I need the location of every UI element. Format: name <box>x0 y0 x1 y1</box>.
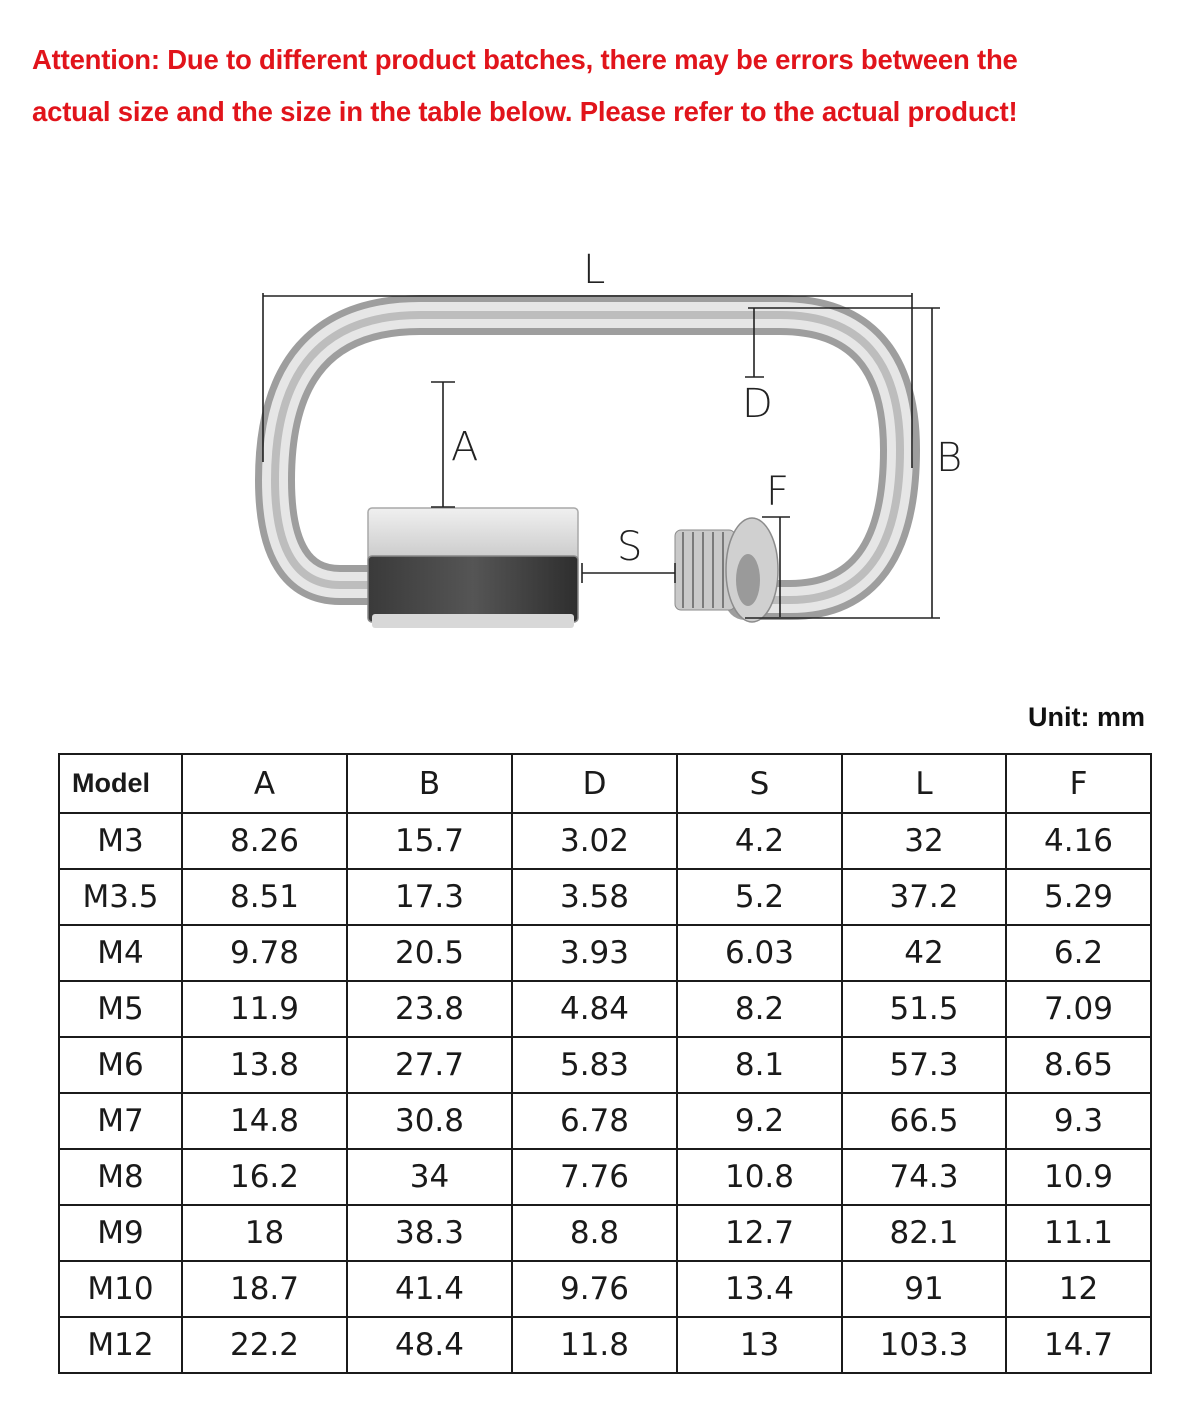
cell-model: M8 <box>59 1149 182 1205</box>
cell-b: 27.7 <box>347 1037 512 1093</box>
header-l: L <box>842 754 1006 813</box>
cell-b: 34 <box>347 1149 512 1205</box>
cell-a: 13.8 <box>182 1037 347 1093</box>
cell-l: 103.3 <box>842 1317 1006 1373</box>
table-row <box>59 1093 1151 1149</box>
cell-model: M9 <box>59 1205 182 1261</box>
cell-a: 8.51 <box>182 869 347 925</box>
cell-a: 18 <box>182 1205 347 1261</box>
batch-size-notice <box>32 34 1172 138</box>
header-model: Model <box>59 754 182 813</box>
carabiner-dimension-diagram <box>0 230 1200 650</box>
table-row <box>59 925 1151 981</box>
cell-model: M4 <box>59 925 182 981</box>
cell-d: 3.02 <box>512 813 677 869</box>
table-row <box>59 1149 1151 1205</box>
cell-l: 91 <box>842 1261 1006 1317</box>
header-f: F <box>1006 754 1151 813</box>
cell-s: 4.2 <box>677 813 842 869</box>
cell-model: M7 <box>59 1093 182 1149</box>
cell-d: 9.76 <box>512 1261 677 1317</box>
header-s: S <box>677 754 842 813</box>
cell-a: 14.8 <box>182 1093 347 1149</box>
cell-a: 18.7 <box>182 1261 347 1317</box>
cell-a: 9.78 <box>182 925 347 981</box>
cell-l: 74.3 <box>842 1149 1006 1205</box>
cell-b: 38.3 <box>347 1205 512 1261</box>
notice-line-2: actual size and the size in the table below. Please refer to the actual product! <box>32 96 1018 127</box>
cell-d: 11.8 <box>512 1317 677 1373</box>
header-d: D <box>512 754 677 813</box>
dim-label-A: A <box>451 424 479 470</box>
cell-a: 16.2 <box>182 1149 347 1205</box>
unit-label: Unit: mm <box>1028 702 1145 732</box>
cell-f: 6.2 <box>1006 925 1151 981</box>
table-row <box>59 1317 1151 1373</box>
cell-d: 4.84 <box>512 981 677 1037</box>
cell-b: 48.4 <box>347 1317 512 1373</box>
cell-s: 13.4 <box>677 1261 842 1317</box>
cell-a: 22.2 <box>182 1317 347 1373</box>
cell-l: 42 <box>842 925 1006 981</box>
cell-s: 8.1 <box>677 1037 842 1093</box>
cell-b: 17.3 <box>347 869 512 925</box>
cell-d: 5.83 <box>512 1037 677 1093</box>
cell-f: 9.3 <box>1006 1093 1151 1149</box>
cell-model: M3.5 <box>59 869 182 925</box>
cell-l: 51.5 <box>842 981 1006 1037</box>
cell-l: 82.1 <box>842 1205 1006 1261</box>
notice-line-1: Attention: Due to different product batches, there may be errors between the <box>32 44 1018 75</box>
cell-f: 11.1 <box>1006 1205 1151 1261</box>
threaded-end <box>675 518 778 622</box>
cell-b: 23.8 <box>347 981 512 1037</box>
cell-b: 15.7 <box>347 813 512 869</box>
cell-s: 10.8 <box>677 1149 842 1205</box>
cell-d: 6.78 <box>512 1093 677 1149</box>
cell-model: M6 <box>59 1037 182 1093</box>
dim-label-S: S <box>617 524 643 570</box>
cell-s: 6.03 <box>677 925 842 981</box>
table-row <box>59 813 1151 869</box>
cell-d: 7.76 <box>512 1149 677 1205</box>
cell-model: M3 <box>59 813 182 869</box>
cell-b: 30.8 <box>347 1093 512 1149</box>
cell-a: 11.9 <box>182 981 347 1037</box>
cell-s: 8.2 <box>677 981 842 1037</box>
cell-f: 4.16 <box>1006 813 1151 869</box>
table-row <box>59 1205 1151 1261</box>
header-a: A <box>182 754 347 813</box>
cell-f: 7.09 <box>1006 981 1151 1037</box>
cell-s: 12.7 <box>677 1205 842 1261</box>
dim-label-L: L <box>583 247 606 293</box>
cell-f: 12 <box>1006 1261 1151 1317</box>
cell-b: 41.4 <box>347 1261 512 1317</box>
cell-f: 8.65 <box>1006 1037 1151 1093</box>
cell-l: 32 <box>842 813 1006 869</box>
cell-model: M12 <box>59 1317 182 1373</box>
cell-f: 14.7 <box>1006 1317 1151 1373</box>
cell-s: 5.2 <box>677 869 842 925</box>
cell-s: 13 <box>677 1317 842 1373</box>
cell-d: 3.58 <box>512 869 677 925</box>
table-row <box>59 869 1151 925</box>
cell-d: 3.93 <box>512 925 677 981</box>
cell-a: 8.26 <box>182 813 347 869</box>
cell-model: M10 <box>59 1261 182 1317</box>
header-b: B <box>347 754 512 813</box>
locking-nut <box>368 508 578 628</box>
dim-label-D: D <box>742 381 773 427</box>
dim-label-B: B <box>936 435 963 481</box>
table-row <box>59 981 1151 1037</box>
cell-b: 20.5 <box>347 925 512 981</box>
cell-d: 8.8 <box>512 1205 677 1261</box>
cell-s: 9.2 <box>677 1093 842 1149</box>
table-header-row <box>59 754 1151 813</box>
cell-l: 57.3 <box>842 1037 1006 1093</box>
cell-f: 10.9 <box>1006 1149 1151 1205</box>
table-row <box>59 1037 1151 1093</box>
size-spec-table <box>58 753 1152 1374</box>
dim-label-F: F <box>766 469 790 515</box>
cell-l: 37.2 <box>842 869 1006 925</box>
cell-l: 66.5 <box>842 1093 1006 1149</box>
cell-f: 5.29 <box>1006 869 1151 925</box>
table-row <box>59 1261 1151 1317</box>
cell-model: M5 <box>59 981 182 1037</box>
